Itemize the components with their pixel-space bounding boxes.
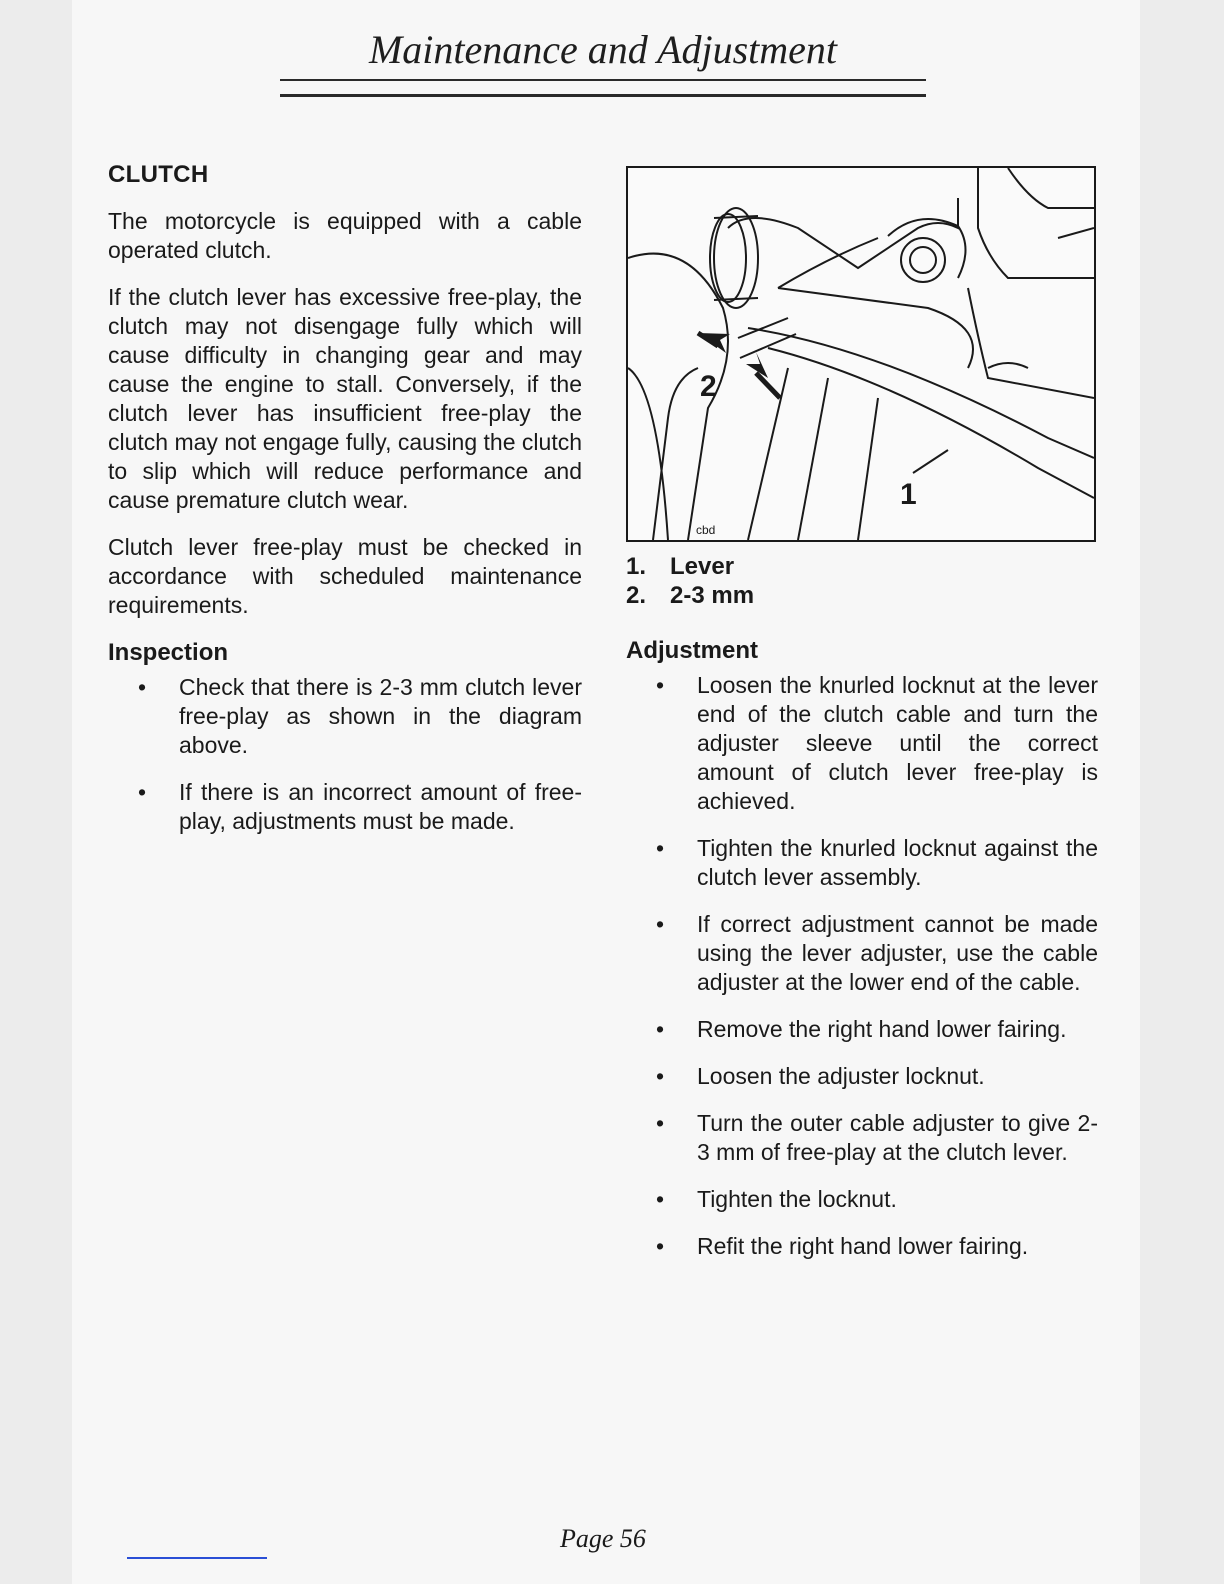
list-item-text: Turn the outer cable adjuster to give 2-3 mm of free-play at the clutch lever. bbox=[697, 1110, 1098, 1165]
bullet-icon: • bbox=[656, 1063, 665, 1089]
bullet-icon: • bbox=[656, 835, 665, 861]
legend-number: 1. bbox=[626, 553, 647, 580]
inspection-heading: Inspection bbox=[108, 639, 229, 666]
left-column bbox=[108, 160, 582, 854]
adjustment-list bbox=[626, 671, 1098, 1261]
clutch-lever-diagram bbox=[626, 166, 1096, 542]
bullet-icon: • bbox=[656, 1186, 665, 1212]
callout-2-label: 2 bbox=[700, 370, 717, 403]
list-item bbox=[626, 1232, 1098, 1261]
list-item bbox=[626, 910, 1098, 997]
bullet-icon: • bbox=[656, 672, 665, 698]
list-item-text: If correct adjustment cannot be made using the lever adjuster, use the cable adjuster at the lower end of the cable. bbox=[697, 911, 1098, 995]
link-underline[interactable] bbox=[127, 1557, 267, 1559]
clutch-heading: CLUTCH bbox=[108, 161, 209, 188]
header-rule-thick bbox=[280, 94, 926, 97]
header-rule-thin bbox=[280, 79, 926, 81]
legend-item bbox=[626, 552, 1098, 581]
inspection-list bbox=[108, 673, 582, 836]
list-item-text: Loosen the knurled locknut at the lever end of the clutch cable and turn the adjuster sleeve until the correct amount of clutch lever free-play is achieved. bbox=[697, 672, 1098, 814]
list-item bbox=[626, 1109, 1098, 1167]
list-item-text: Remove the right hand lower fairing. bbox=[697, 1016, 1067, 1042]
list-item-text: Refit the right hand lower fairing. bbox=[697, 1233, 1029, 1259]
legend-item bbox=[626, 581, 1098, 610]
figure-legend bbox=[626, 552, 1098, 610]
page-number: Page 56 bbox=[560, 1524, 646, 1553]
list-item-text: If there is an incorrect amount of free-play, adjustments must be made. bbox=[179, 779, 582, 834]
legend-number: 2. bbox=[626, 582, 647, 609]
right-column bbox=[626, 166, 1098, 1279]
list-item bbox=[626, 1062, 1098, 1091]
clutch-paragraph: Clutch lever free-play must be checked in accordance with scheduled maintenance requirements. bbox=[108, 534, 582, 618]
list-item-text: Loosen the adjuster locknut. bbox=[697, 1063, 985, 1089]
bullet-icon: • bbox=[656, 1016, 665, 1042]
list-item-text: Tighten the locknut. bbox=[697, 1186, 897, 1212]
callout-1-label: 1 bbox=[900, 478, 917, 511]
list-item bbox=[626, 1015, 1098, 1044]
bullet-icon: • bbox=[138, 674, 147, 700]
page-header-title: Maintenance and Adjustment bbox=[368, 27, 838, 72]
list-item bbox=[626, 834, 1098, 892]
list-item bbox=[626, 671, 1098, 816]
bullet-icon: • bbox=[138, 779, 147, 805]
figure-code-label: cbd bbox=[696, 523, 716, 537]
clutch-paragraph: If the clutch lever has excessive free-play, the clutch may not disengage fully which will cause difficulty in changing gear and may cause the engine to stall. Conversely, if the clutch lever has insufficient free-play the clutch may not engage fully, causing the clutch to slip which will reduce performance and cause premature clutch wear. bbox=[108, 284, 582, 513]
clutch-lever-illustration bbox=[628, 168, 1094, 540]
legend-label: Lever bbox=[670, 553, 735, 580]
list-item bbox=[626, 1185, 1098, 1214]
list-item bbox=[108, 673, 582, 760]
clutch-paragraph: The motorcycle is equipped with a cable operated clutch. bbox=[108, 208, 582, 263]
adjustment-heading: Adjustment bbox=[626, 637, 758, 664]
bullet-icon: • bbox=[656, 1233, 665, 1259]
bullet-icon: • bbox=[656, 1110, 665, 1136]
list-item-text: Tighten the knurled locknut against the clutch lever assembly. bbox=[697, 835, 1098, 890]
list-item bbox=[108, 778, 582, 836]
list-item-text: Check that there is 2-3 mm clutch lever free-play as shown in the diagram above. bbox=[179, 674, 582, 758]
legend-label: 2-3 mm bbox=[670, 582, 755, 609]
bullet-icon: • bbox=[656, 911, 665, 937]
